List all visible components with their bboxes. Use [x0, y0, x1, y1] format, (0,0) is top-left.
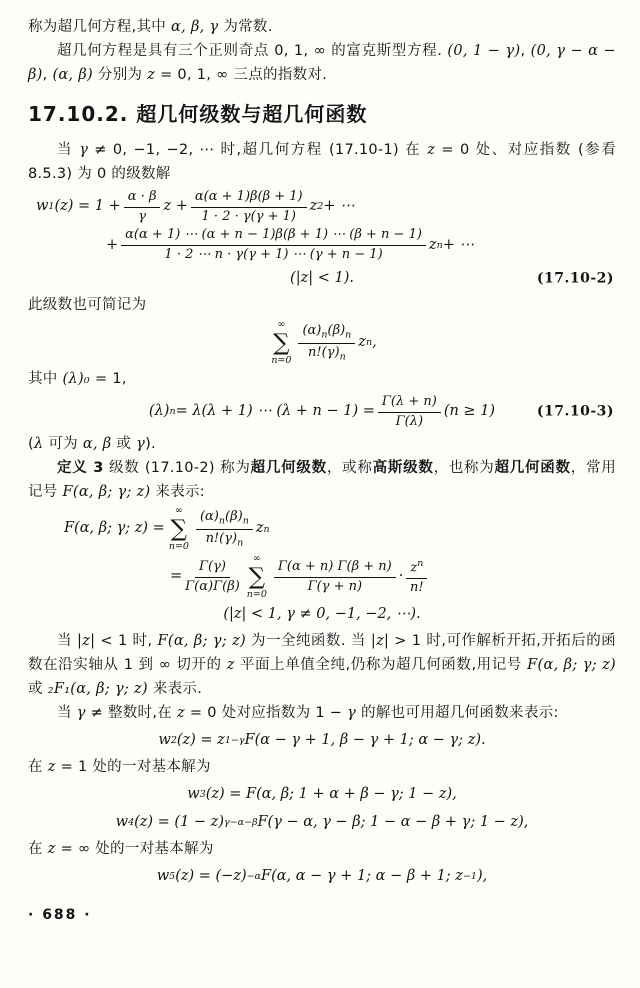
inline-math: (0, γ − α − β) [28, 42, 616, 83]
text-run: 可为 [43, 435, 83, 452]
document-body [28, 16, 616, 890]
text-run: = 1 处的一对基本解为 [55, 758, 211, 775]
math-text: (β) [327, 322, 346, 338]
inline-math: z [47, 840, 56, 857]
subscript: 3 [199, 788, 206, 800]
inline-math: F(α, β; γ; z) [157, 633, 246, 650]
math-text: Γ(λ + n) [381, 393, 437, 409]
denominator [164, 246, 382, 264]
fraction [185, 559, 240, 596]
subscript: n [169, 406, 176, 418]
math-text: Γ(γ + n) [307, 578, 363, 594]
math-text: + ⋯ [323, 198, 355, 215]
text-run: 或 [28, 681, 48, 698]
paragraph [28, 756, 616, 780]
inline-math: γ [76, 704, 86, 721]
math-text: (n ≥ 1) [443, 403, 496, 420]
math-text: w [156, 867, 170, 884]
denominator [185, 578, 240, 596]
subscript: 5 [169, 870, 176, 882]
text-run: 级数 (17.10-2) 称为 [103, 459, 251, 476]
text-run: = 0, 1, ∞ 三点的指数对. [155, 66, 328, 83]
superscript: n [417, 557, 424, 569]
paragraph [28, 630, 616, 702]
denominator [206, 530, 244, 550]
fraction [406, 558, 427, 597]
text-run: 分别为 [92, 66, 148, 83]
text-run: 的解也可用超几何函数来表示: [356, 704, 559, 721]
numerator [196, 509, 253, 530]
math-text: 1 · 2 · γ(γ + 1) [201, 208, 296, 224]
math-text: F(α − γ + 1, β − γ + 1; α − γ; z). [244, 731, 486, 748]
paragraph [28, 40, 616, 88]
text-run: 在 [28, 840, 48, 857]
math-text: w [187, 785, 200, 802]
inline-math: F(α, β; γ; z) [62, 483, 151, 500]
text-run: 高斯级数 [372, 459, 434, 476]
sigma-glyph: ∑ [170, 515, 188, 542]
formula-content [149, 394, 495, 431]
numerator [195, 559, 230, 578]
fraction [124, 189, 161, 226]
math-text: , [372, 334, 377, 351]
text-run: ≠ 整数时,在 [85, 704, 177, 721]
text-run: = ∞ 处的一对基本解为 [55, 840, 214, 857]
sum-upper-limit: ∞ [277, 319, 286, 331]
math-text: n!(γ) [205, 530, 238, 546]
superscript: 1−γ [224, 735, 245, 747]
display-formula [28, 602, 616, 628]
math-text: (|z| < 1). [290, 270, 354, 287]
text-run: ≠ 0, −1, −2, ⋯ 时,超几何方程 (17.10-1) 在 [88, 141, 428, 158]
math-text: (z) = (−z) [175, 867, 247, 884]
text-run: 来表示: [150, 483, 205, 500]
inline-math: (λ)₀ [62, 370, 91, 387]
math-text: α(α + 1)β(β + 1) [194, 188, 303, 204]
denominator [410, 579, 424, 597]
formula-content [106, 227, 474, 264]
formula-content [116, 811, 529, 835]
fraction [196, 509, 253, 550]
math-text: F(α, α − γ + 1; α − β + 1; z [261, 867, 463, 884]
display-formula [28, 189, 616, 226]
superscript: −α [246, 870, 262, 882]
sum-lower-limit: n=0 [246, 588, 267, 600]
formula-content [170, 554, 430, 600]
sum-upper-limit: ∞ [252, 553, 261, 565]
display-formula [28, 728, 616, 754]
paragraph [28, 433, 616, 457]
subscript: 1 [48, 201, 55, 213]
text-run: 此级数也可简记为 [28, 297, 147, 314]
text-run: ( [28, 435, 34, 452]
math-text: (z) = (1 − z) [134, 813, 224, 830]
denominator [308, 344, 346, 364]
denominator [396, 413, 423, 431]
math-text: γ [138, 208, 147, 224]
math-text: n! [410, 579, 424, 595]
subscript: 4 [128, 816, 135, 828]
text-run: , [520, 42, 531, 59]
text-run: = 0 处、对应指数 (参看 8.5.3) 为 0 的级数解 [28, 141, 616, 182]
formula-content [64, 506, 270, 552]
inline-math: γ [79, 141, 89, 158]
formula-content [36, 189, 355, 226]
math-text: 1 · 2 ⋯ n · γ(γ + 1) ⋯ (γ + n − 1) [164, 247, 383, 263]
display-formula [28, 864, 616, 890]
subscript: n [242, 515, 249, 527]
text-run: 在 [28, 758, 48, 775]
sigma-glyph: ∑ [248, 563, 266, 590]
summation-symbol [169, 506, 189, 552]
inline-math: γ [347, 704, 357, 721]
superscript: 2 [317, 201, 324, 213]
math-text: α · β [127, 188, 157, 204]
text-run: 定义 3 [57, 459, 104, 476]
paragraph [28, 838, 616, 862]
inline-math: (α, β) [52, 66, 93, 83]
fraction [274, 559, 396, 596]
subscript: n [339, 351, 346, 363]
subscript: n [345, 329, 352, 341]
math-text: z [358, 334, 366, 351]
math-text: Γ(γ) [199, 558, 226, 574]
text-run: < 1 时, [95, 633, 158, 650]
numerator [298, 323, 355, 344]
math-text: z [410, 560, 418, 576]
equation-number: (17.10-2) [536, 270, 614, 287]
sum-lower-limit: n=0 [271, 354, 292, 366]
formula-content [290, 267, 354, 291]
subscript: n [218, 515, 226, 527]
numerator [274, 559, 396, 578]
superscript: γ−α−β [223, 816, 258, 828]
denominator [138, 208, 146, 226]
subscript: n [237, 537, 244, 549]
math-text: = λ(λ + 1) ⋯ (λ + n − 1) = [175, 403, 375, 420]
formula-content [223, 603, 420, 627]
text-run: 平面上单值全纯,仍称为超几何函数,用记号 [234, 657, 528, 674]
subscript: n [321, 329, 328, 341]
math-text: (β) [225, 508, 243, 524]
text-run: 当 [57, 141, 80, 158]
subscript: 2 [170, 735, 177, 747]
formula-content [158, 729, 485, 753]
section-heading: 17.10.2. 超几何级数与超几何函数 [28, 101, 368, 126]
display-formula [28, 394, 616, 431]
display-formula [28, 554, 616, 600]
formula-content [187, 783, 457, 807]
paragraph [28, 139, 616, 187]
display-formula [28, 782, 616, 808]
paragraph [28, 702, 616, 726]
text-run: 或 [111, 435, 137, 452]
math-text: F(α, β; γ; z) = [64, 520, 165, 537]
text-run: ，或称 [326, 459, 373, 476]
text-run: ，也称为 [433, 459, 495, 476]
text-run: 超几何方程是具有三个正则奇点 0, 1, ∞ 的富克斯型方程. [57, 42, 448, 59]
text-run: 其中 [28, 370, 63, 387]
math-text: · [398, 568, 404, 585]
math-text: (z) = z [176, 731, 225, 748]
summation-symbol [271, 320, 291, 366]
math-text: (z) = 1 + [54, 198, 121, 215]
superscript: n [263, 523, 270, 535]
inline-math: z [427, 141, 436, 158]
denominator [308, 578, 362, 596]
paragraph [28, 457, 616, 505]
math-text: = [170, 568, 183, 585]
text-run: ). [145, 435, 156, 452]
math-text: α(α + 1) ⋯ (α + n − 1)β(β + 1) ⋯ (β + n − 1) [125, 227, 422, 243]
display-formula [28, 506, 616, 552]
sigma-glyph: ∑ [273, 329, 290, 356]
superscript: n [365, 337, 373, 349]
math-text: (z) = F(α, β; 1 + α + β − γ; 1 − z), [205, 785, 457, 802]
text-run: > 1 时,可作解析开拓,开拓后的函数在沿实轴从 1 到 ∞ 切开的 [28, 633, 616, 674]
inline-math: λ [33, 435, 44, 452]
equation-number: (17.10-3) [536, 403, 614, 420]
math-text: Γ(λ) [395, 413, 424, 429]
inline-math: (0, 1 − γ) [447, 42, 521, 59]
formula-content [267, 320, 376, 366]
page-number: · 688 · [28, 906, 92, 923]
fraction [378, 394, 441, 431]
inline-math: z [47, 758, 56, 775]
math-text: (α) [199, 508, 219, 524]
fraction [121, 227, 426, 264]
inline-math: F(α, β; γ; z) [527, 657, 616, 674]
math-text: F(γ − α, γ − β; 1 − α − β + γ; 1 − z), [257, 813, 529, 830]
math-text: z [255, 520, 264, 537]
display-formula [28, 810, 616, 836]
math-text: w [36, 198, 49, 215]
math-text: Γ(α + n) Γ(β + n) [277, 558, 392, 574]
math-text: z + [163, 198, 188, 215]
inline-math: |z| [77, 633, 96, 650]
display-formula [28, 266, 616, 292]
math-text: ), [476, 867, 488, 884]
text-run: 为一全纯函数. 当 [245, 633, 371, 650]
inline-math: α, β [82, 435, 112, 452]
numerator [121, 227, 426, 246]
sum-upper-limit: ∞ [174, 505, 183, 517]
text-run: 为常数. [218, 19, 273, 35]
inline-math: ₂F₁(α, β; γ; z) [47, 681, 148, 698]
inline-math: z [147, 66, 156, 83]
fraction [191, 189, 307, 226]
display-formula [28, 320, 616, 366]
text-run: 超几何函数 [494, 459, 571, 476]
math-text: z [428, 236, 437, 253]
text-run: = 0 处对应指数为 1 − [184, 704, 348, 721]
inline-math: z [226, 657, 235, 674]
superscript: −1 [462, 870, 477, 882]
text-run: , [42, 66, 53, 83]
numerator [378, 394, 441, 413]
text-run: 来表示. [147, 681, 203, 698]
text-run: 称为超几何方程,其中 [28, 19, 172, 35]
fraction [298, 323, 355, 364]
math-text: z [309, 198, 318, 215]
text-run: ，常用记号 [28, 459, 617, 500]
text-run: = 1, [90, 370, 127, 387]
numerator [124, 189, 161, 208]
display-formula [28, 227, 616, 264]
math-text: (λ) [148, 403, 170, 420]
inline-math: α, β, γ [171, 19, 219, 35]
superscript: n [436, 239, 443, 251]
math-text: + [106, 236, 119, 253]
math-text: (|z| < 1, γ ≠ 0, −1, −2, ⋯). [223, 606, 421, 623]
math-text: (α) [302, 322, 322, 338]
inline-math: z [176, 704, 185, 721]
paragraph [28, 294, 616, 318]
formula-content [157, 865, 488, 889]
numerator [191, 189, 307, 208]
text-run: 超几何级数 [250, 459, 327, 476]
text-run: 当 [57, 704, 77, 721]
sum-lower-limit: n=0 [168, 540, 189, 552]
paragraph [28, 368, 616, 392]
math-text: Γ(α)Γ(β) [185, 578, 240, 594]
inline-math: γ [136, 435, 146, 452]
math-text: n!(γ) [308, 344, 340, 360]
summation-symbol [247, 554, 267, 600]
paragraph [28, 16, 616, 40]
numerator [406, 558, 427, 579]
denominator [202, 208, 296, 226]
text-run: 当 [57, 633, 78, 650]
math-text: w [158, 731, 171, 748]
inline-math: |z| [370, 633, 390, 650]
math-text: + ⋯ [442, 236, 474, 253]
math-text: w [115, 813, 129, 830]
